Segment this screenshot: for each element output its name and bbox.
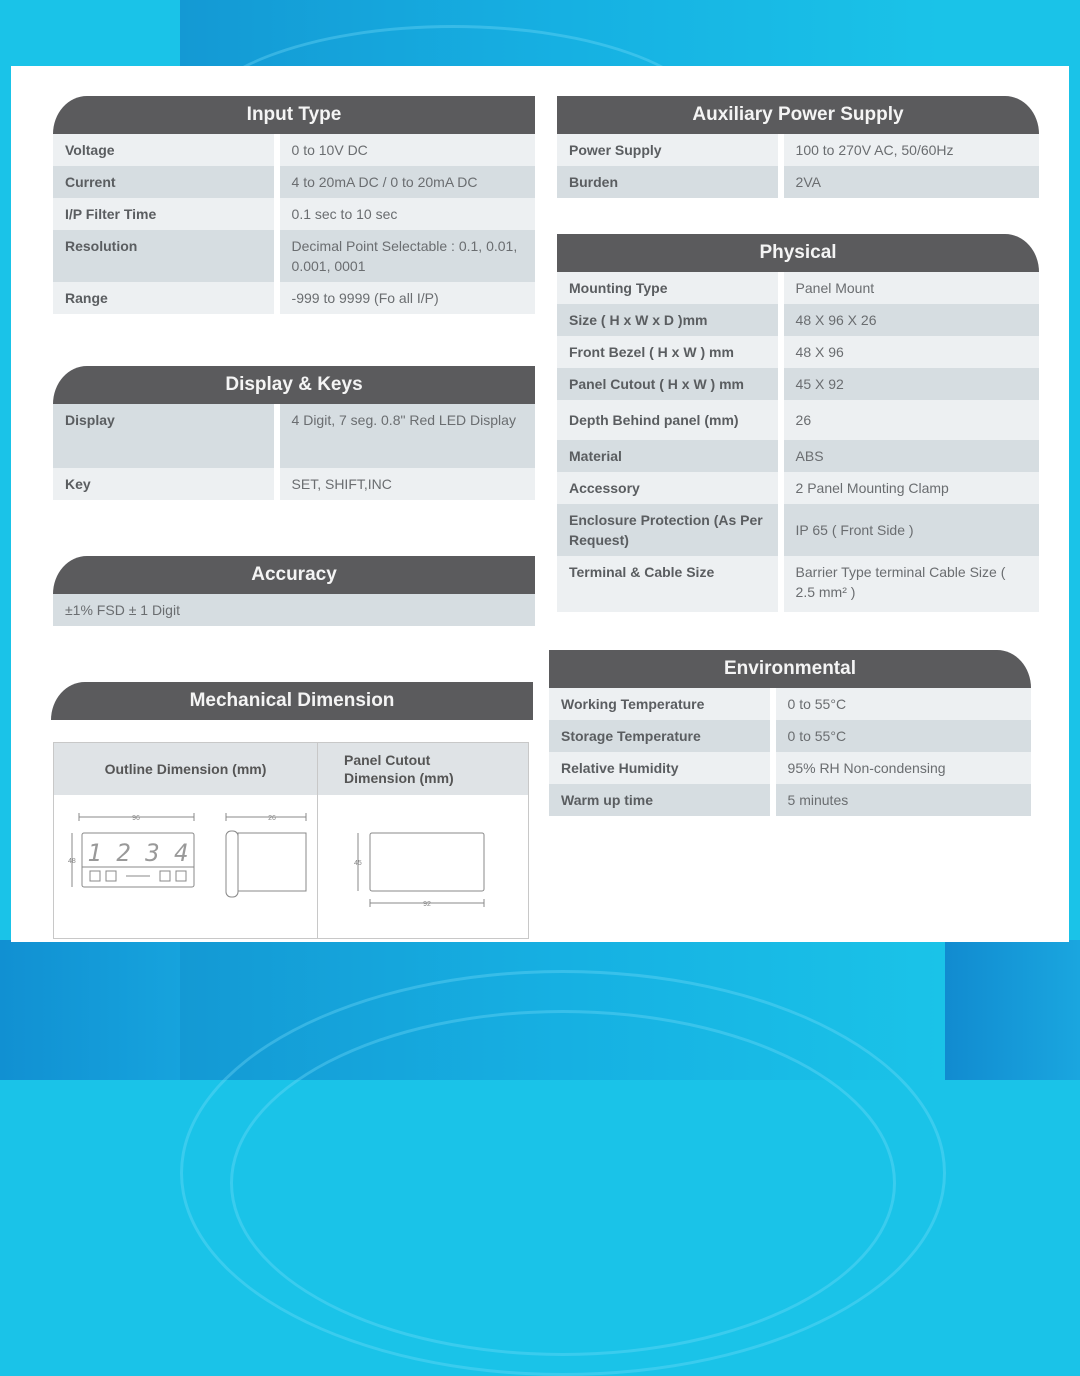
row-label: Panel Cutout ( H x W ) mm bbox=[557, 368, 784, 400]
section-title: Accuracy bbox=[53, 556, 535, 594]
environmental-table bbox=[549, 688, 1031, 816]
table-row bbox=[53, 230, 535, 282]
row-label: Relative Humidity bbox=[549, 752, 776, 784]
section-environmental bbox=[549, 650, 1031, 816]
table-row bbox=[549, 688, 1031, 720]
row-label: Enclosure Protection (As Per Request) bbox=[557, 504, 784, 556]
row-label: Warm up time bbox=[549, 784, 776, 816]
row-value: 45 X 92 bbox=[784, 368, 1039, 400]
table-row bbox=[53, 282, 535, 314]
section-mechanical bbox=[51, 682, 533, 720]
section-title: Mechanical Dimension bbox=[51, 682, 533, 720]
row-value: 95% RH Non-condensing bbox=[776, 752, 1031, 784]
input-type-table bbox=[53, 134, 535, 314]
row-value: 5 minutes bbox=[776, 784, 1031, 816]
row-label: Current bbox=[53, 166, 280, 198]
row-value: Barrier Type terminal Cable Size ( 2.5 mm² ) bbox=[784, 556, 1039, 612]
table-row bbox=[549, 752, 1031, 784]
table-row bbox=[53, 404, 535, 468]
section-title: Physical bbox=[557, 234, 1039, 272]
row-label: Front Bezel ( H x W ) mm bbox=[557, 336, 784, 368]
background-left-strip bbox=[0, 940, 180, 1080]
section-input-type bbox=[53, 96, 535, 314]
row-label: Burden bbox=[557, 166, 784, 198]
table-row bbox=[53, 134, 535, 166]
table-row bbox=[557, 472, 1039, 504]
row-value: -999 to 9999 (Fo all I/P) bbox=[280, 282, 535, 314]
table-row bbox=[549, 720, 1031, 752]
row-label: Material bbox=[557, 440, 784, 472]
row-value: 0 to 10V DC bbox=[280, 134, 535, 166]
row-label: Accessory bbox=[557, 472, 784, 504]
table-row bbox=[549, 784, 1031, 816]
section-title: Environmental bbox=[549, 650, 1031, 688]
row-value: 48 X 96 X 26 bbox=[784, 304, 1039, 336]
row-value: 48 X 96 bbox=[784, 336, 1039, 368]
outline-dimension-header: Outline Dimension (mm) bbox=[104, 761, 267, 777]
row-value: 0.1 sec to 10 sec bbox=[280, 198, 535, 230]
row-value: SET, SHIFT,INC bbox=[280, 468, 535, 500]
row-label: Display bbox=[53, 404, 280, 468]
cutout-drawing bbox=[318, 795, 528, 938]
section-aux-power bbox=[557, 96, 1039, 198]
table-row bbox=[557, 440, 1039, 472]
row-value: 0 to 55°C bbox=[776, 688, 1031, 720]
table-row bbox=[53, 166, 535, 198]
table-row bbox=[557, 304, 1039, 336]
section-physical bbox=[557, 234, 1039, 612]
row-label: Power Supply bbox=[557, 134, 784, 166]
row-label: Resolution bbox=[53, 230, 280, 282]
aux-power-table bbox=[557, 134, 1039, 198]
table-row bbox=[53, 468, 535, 500]
display-digits: 1 2 3 4 bbox=[87, 839, 189, 867]
table-row bbox=[557, 400, 1039, 440]
physical-table bbox=[557, 272, 1039, 612]
mechanical-dimension-box bbox=[53, 742, 529, 939]
display-keys-table bbox=[53, 404, 535, 500]
row-value: 2VA bbox=[784, 166, 1039, 198]
row-value: 2 Panel Mounting Clamp bbox=[784, 472, 1039, 504]
row-label: Working Temperature bbox=[549, 688, 776, 720]
table-row bbox=[53, 198, 535, 230]
table-row bbox=[557, 504, 1039, 556]
table-row bbox=[557, 368, 1039, 400]
outline-dimension-drawing bbox=[54, 795, 317, 938]
panel-cutout-drawing bbox=[318, 795, 528, 938]
row-label: Depth Behind panel (mm) bbox=[557, 400, 784, 440]
section-title: Input Type bbox=[53, 96, 535, 134]
table-row bbox=[557, 166, 1039, 198]
background-arc bbox=[230, 1010, 896, 1356]
row-label: Storage Temperature bbox=[549, 720, 776, 752]
row-label: Key bbox=[53, 468, 280, 500]
mechanical-header bbox=[54, 743, 528, 795]
table-row bbox=[557, 556, 1039, 612]
cutout-height-label: 45 bbox=[354, 860, 362, 867]
row-label: Terminal & Cable Size bbox=[557, 556, 784, 612]
spec-sheet bbox=[11, 66, 1069, 942]
table-row bbox=[557, 134, 1039, 166]
section-accuracy bbox=[53, 556, 535, 626]
row-value: ABS bbox=[784, 440, 1039, 472]
accuracy-value: ±1% FSD ± 1 Digit bbox=[53, 594, 535, 626]
table-row bbox=[557, 336, 1039, 368]
section-title: Auxiliary Power Supply bbox=[557, 96, 1039, 134]
accuracy-table bbox=[53, 594, 535, 626]
mechanical-body bbox=[54, 795, 528, 938]
table-row bbox=[557, 272, 1039, 304]
section-display-keys bbox=[53, 366, 535, 500]
row-value: 0 to 55°C bbox=[776, 720, 1031, 752]
row-label: Voltage bbox=[53, 134, 280, 166]
cutout-width-label: 92 bbox=[423, 901, 431, 908]
background-right-strip bbox=[945, 940, 1080, 1080]
row-value: 100 to 270V AC, 50/60Hz bbox=[784, 134, 1039, 166]
row-label: Size ( H x W x D )mm bbox=[557, 304, 784, 336]
row-value: 26 bbox=[784, 400, 1039, 440]
outline-drawing bbox=[54, 795, 317, 938]
row-value: IP 65 ( Front Side ) bbox=[784, 504, 1039, 556]
row-label: I/P Filter Time bbox=[53, 198, 280, 230]
section-title: Display & Keys bbox=[53, 366, 535, 404]
dim-width-label: 96 bbox=[132, 815, 140, 822]
row-value: 4 to 20mA DC / 0 to 20mA DC bbox=[280, 166, 535, 198]
table-row bbox=[53, 594, 535, 626]
row-label: Mounting Type bbox=[557, 272, 784, 304]
dim-height-label: 48 bbox=[68, 858, 76, 865]
row-label: Range bbox=[53, 282, 280, 314]
row-value: Panel Mount bbox=[784, 272, 1039, 304]
row-value: Decimal Point Selectable : 0.1, 0.01, 0.001, 0001 bbox=[280, 230, 535, 282]
panel-cutout-header: Panel Cutout Dimension (mm) bbox=[344, 752, 454, 786]
dim-depth-label: 26 bbox=[268, 815, 276, 822]
row-value: 4 Digit, 7 seg. 0.8" Red LED Display bbox=[280, 404, 535, 468]
